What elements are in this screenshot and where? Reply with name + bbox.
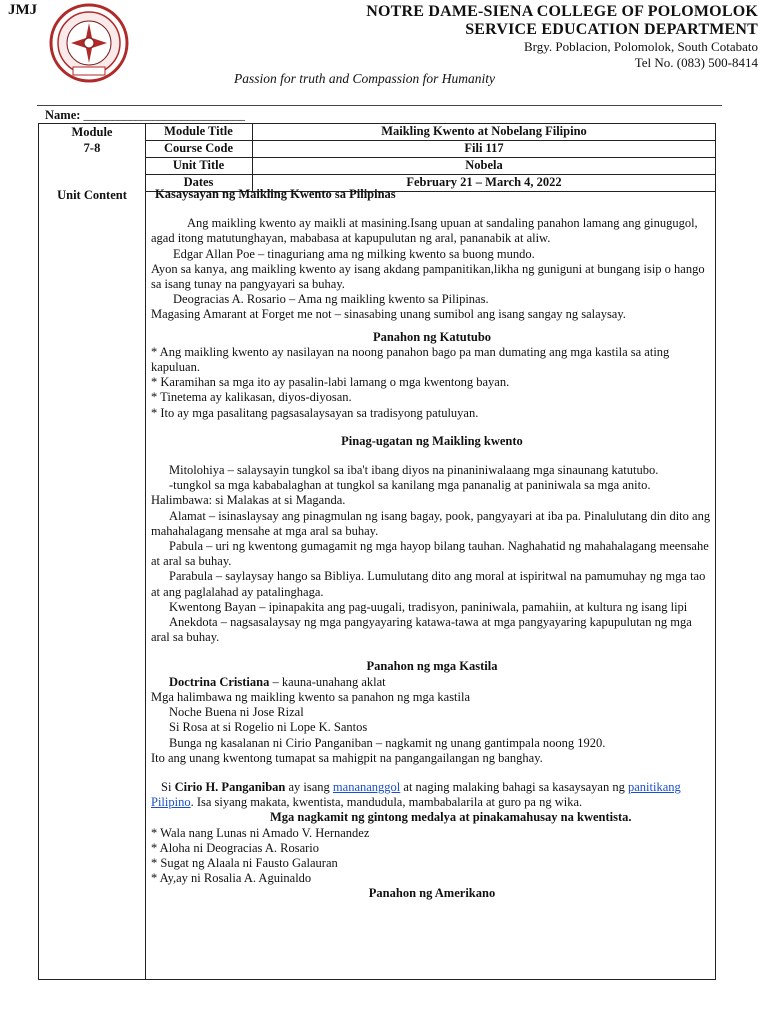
column-divider [145, 124, 146, 979]
unit-content-label: Unit Content [57, 188, 127, 202]
mitolohiya-paragraph: Mitolohiya – salaysayin tungkol sa iba't ibang diyos na pinaniniwalaang mga sinaunang katutubo. [169, 463, 659, 478]
doctrina-text: – kauna-unahang aklat [269, 674, 386, 689]
pinag-ugatan-heading: Pinag-ugatan ng Maikling kwento [341, 433, 523, 448]
si-rosa-paragraph: Si Rosa at si Rogelio ni Lope K. Santos [169, 720, 368, 735]
amerikano-heading: Panahon ng Amerikano [368, 886, 496, 901]
unit-content [151, 187, 713, 902]
parabula-paragraph: Parabula – saylaysay hango sa Bibliya. Lumulutang dito ang moral at ispiritwal na pamumuhay ng mga tao at ang paglalahad ay patalinghaga. [151, 569, 706, 599]
pabula-paragraph: Pabula – uri ng kwentong gumagamit ng mga hayop bilang tauhan. Naghahatid ng mahahalagang meensahe at aral sa buhay. [151, 539, 709, 569]
poe-paragraph: Edgar Allan Poe – tinaguriang ama ng milking kwento sa buong mundo. [173, 246, 535, 261]
cirio-paragraph [151, 780, 713, 810]
list-item: * Karamihan sa mga ito ay pasalin-labi lamang o mga kwentong bayan. [151, 375, 510, 390]
meta-value: February 21 – March 4, 2022 [406, 175, 562, 189]
intro-paragraph: Ang maikling kwento ay maikli at masining.Isang upuan at sandaling panahon lamang ang ginugugol, agad itong matutunghayan, mababasa at kapupulutan ng aral, pananabik at aliw. [151, 216, 698, 246]
meta-row-unit [145, 158, 715, 175]
college-address: Brgy. Poblacion, Polomolok, South Cotabato [523, 39, 758, 54]
module-label: Module [71, 125, 113, 139]
header-divider [37, 105, 722, 106]
name-blank: ____________________________ [83, 108, 245, 122]
college-seal-logo [49, 3, 129, 83]
rosario-paragraph: Deogracias A. Rosario – Ama ng maikling kwento sa Pilipinas. [173, 292, 489, 307]
medalya-heading: Mga nagkamit ng gintong medalya at pinakamahusay na kwentista. [270, 810, 632, 825]
halimbawa-paragraph: Halimbawa: si Malakas at si Maganda. [151, 493, 346, 508]
tungkol-paragraph: -tungkol sa mga kababalaghan at tungkol sa kanilang mga pananalig at paniniwala sa mga anito. [169, 478, 651, 493]
list-item: * Sugat ng Alaala ni Fausto Galauran [151, 855, 338, 870]
meta-key: Course Code [145, 141, 253, 157]
module-cell [39, 124, 145, 156]
list-item: * Tinetema ay kalikasan, diyos-diyosan. [151, 390, 352, 405]
jmj-mark: JMJ [8, 2, 38, 18]
module-number: 7-8 [83, 141, 101, 155]
doctrina-title: Doctrina Cristiana [169, 674, 270, 689]
meta-row-code [145, 141, 715, 158]
name-field [45, 108, 245, 123]
meta-key: Unit Title [145, 158, 253, 174]
kwentong-bayan-paragraph: Kwentong Bayan – ipinapakita ang pag-uugali, tradisyon, paniniwala, pamahiin, at kultura ng isang lipi [169, 599, 688, 614]
doctrina-paragraph [151, 675, 713, 690]
module-table [38, 123, 716, 980]
meta-row-title [145, 124, 715, 141]
college-header [366, 2, 758, 71]
list-item: * Wala nang Lunas ni Amado V. Hernandez [151, 825, 370, 840]
kastila-heading: Panahon ng mga Kastila [366, 659, 498, 674]
meta-value: Fili 117 [464, 141, 504, 155]
list-item: * Ito ay mga pasalitang pagsasalaysayan sa tradisyong patuluyan. [151, 405, 479, 420]
college-name: NOTRE DAME-SIENA COLLEGE OF POLOMOLOK [366, 3, 758, 20]
cirio-post: . Isa siyang makata, kwentista, mandudula, mambabalarila at guro pa ng wika. [190, 795, 583, 810]
name-label: Name: [45, 108, 81, 122]
meta-value: Nobela [465, 158, 503, 172]
katutubo-heading: Panahon ng Katutubo [372, 329, 492, 344]
motto: Passion for truth and Compassion for Humanity [234, 71, 496, 86]
module-meta [145, 124, 715, 192]
ito-ang-paragraph: Ito ang unang kwentong tumapat sa mahigpit na pangangailangan ng banghay. [151, 750, 543, 765]
cirio-mid2: at naging malaking bahagi sa kasaysayan ng [400, 779, 628, 794]
cirio-mid1: ay isang [285, 779, 333, 794]
list-item: * Ay,ay ni Rosalia A. Aguinaldo [151, 871, 312, 886]
noche-paragraph: Noche Buena ni Jose Rizal [169, 705, 304, 720]
meta-key: Module Title [145, 124, 253, 140]
list-item: * Aloha ni Deogracias A. Rosario [151, 840, 320, 855]
list-item: * Ang maikling kwento ay nasilayan na noong panahon bago pa man dumating ang mga kastila sa ating kapuluan. [151, 344, 670, 375]
panitikang-pilipino-link[interactable]: panitikang Pilipino [151, 779, 681, 810]
alamat-paragraph: Alamat – isinaslaysay ang pinagmulan ng isang bagay, pook, pangyayari at iba pa. Pinalulutang din dito ang mahahalagang mensahe at mga aral sa buhay. [151, 508, 711, 538]
department-name: SERVICE EDUCATION DEPARTMENT [465, 21, 758, 38]
mananangol-link[interactable]: manananggol [332, 779, 401, 794]
bunga-paragraph: Bunga ng kasalanan ni Cirio Panganiban – nagkamit ng unang gantimpala noong 1920. [169, 735, 606, 750]
college-tel: Tel No. (083) 500-8414 [634, 55, 758, 70]
mga-halimbawa-paragraph: Mga halimbawa ng maikling kwento sa panahon ng mga kastila [151, 689, 471, 704]
content-title: Kasaysayan ng Maikling Kwento sa Pilipinas [155, 187, 396, 201]
ayon-paragraph: Ayon sa kanya, ang maikling kwento ay isang akdang pampanitikan,likha ng guniguni at bungang isip o hango sa isang tunay na pangyayari sa buhay. [151, 261, 705, 292]
anekdota-paragraph: Anekdota – nagsasalaysay ng mga pangyayaring katawa-tawa at mga pangyayaring kapupulutan ng mga aral sa buhay. [151, 615, 692, 645]
cirio-name: Cirio H. Panganiban [174, 779, 286, 794]
magasing-paragraph: Magasing Amarant at Forget me not – sinasabing unang sumibol ang isang sangay ng salaysay. [151, 307, 626, 322]
cirio-pre: Si [161, 779, 175, 794]
meta-value: Maikling Kwento at Nobelang Filipino [381, 124, 587, 138]
meta-key: Dates [145, 175, 253, 191]
